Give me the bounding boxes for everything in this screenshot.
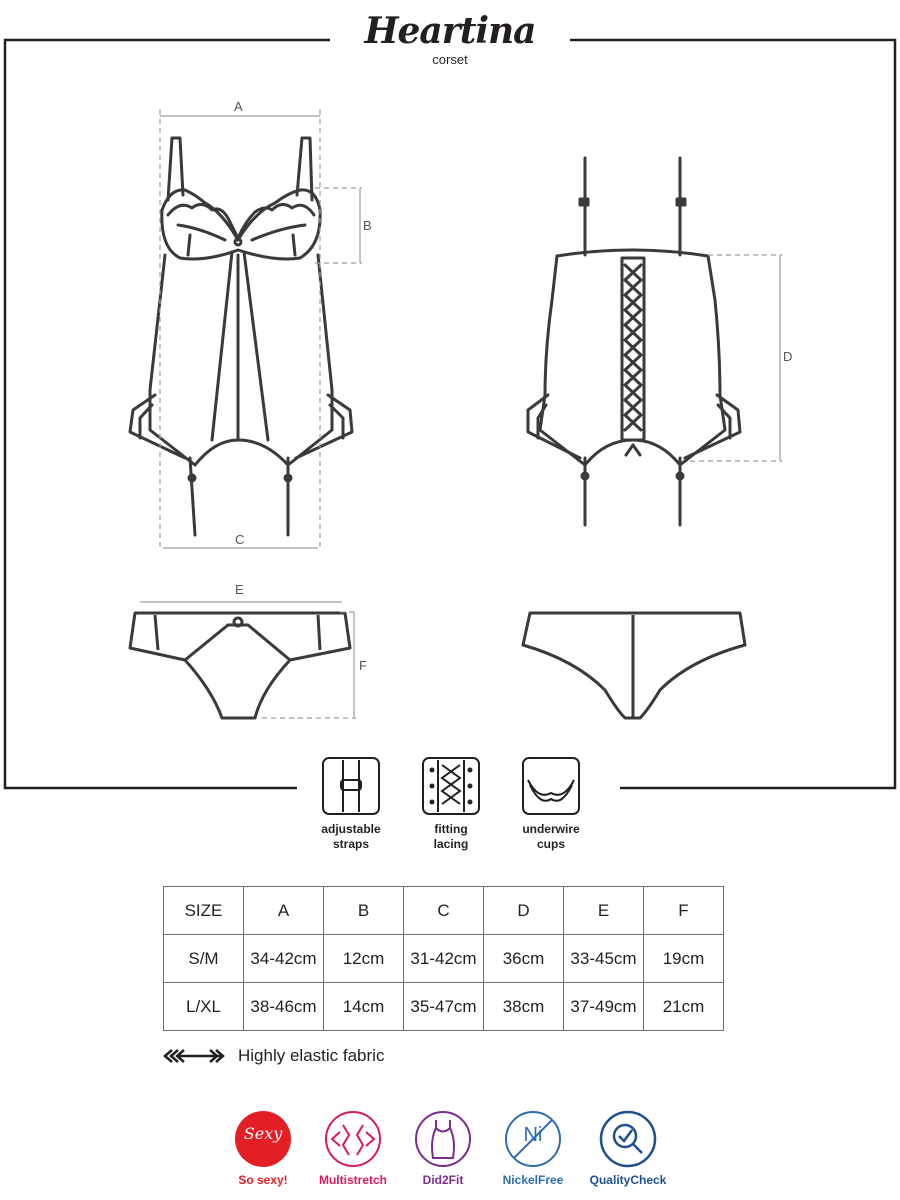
badge-qualitycheck (578, 1167, 678, 1187)
badge-did2fit (393, 1167, 493, 1187)
size-table (163, 886, 724, 1031)
dimension-label-a: A (234, 99, 243, 114)
table-cell: 36cm (484, 935, 564, 983)
badge-label: Did2Fit (422, 1173, 464, 1187)
brand-header (330, 4, 570, 67)
table-row (164, 983, 724, 1031)
feature-line1: fitting (434, 822, 468, 836)
brand-name: Heartina (364, 10, 536, 52)
table-header-cell: C (404, 887, 484, 935)
so-sexy-icon-text: Sexy (243, 1124, 283, 1143)
nickel-free-icon-text: Ni (523, 1124, 543, 1146)
dimension-label-f: F (359, 658, 367, 673)
table-cell: L/XL (164, 983, 244, 1031)
table-row (164, 935, 724, 983)
dimension-label-b: B (363, 218, 372, 233)
table-header-cell: A (244, 887, 324, 935)
table-cell: 38cm (484, 983, 564, 1031)
table-cell: S/M (164, 935, 244, 983)
adjustable-straps-icon (323, 758, 379, 814)
feature-line1: adjustable (321, 822, 381, 836)
table-cell: 34-42cm (244, 935, 324, 983)
quality-check-icon (601, 1112, 655, 1166)
feature-fitting-lacing (396, 822, 506, 852)
table-cell: 38-46cm (244, 983, 324, 1031)
badge-label: Multistretch (318, 1173, 387, 1187)
table-cell: 19cm (644, 935, 724, 983)
corset-front-drawing (130, 138, 352, 535)
feature-underwire-cups (496, 822, 606, 852)
fabric-note-text: Highly elastic fabric (238, 1046, 385, 1065)
badge-nickelfree (483, 1167, 583, 1187)
badge-label: QualityCheck (589, 1173, 667, 1187)
fabric-note (238, 1046, 384, 1066)
feature-line2: lacing (433, 837, 469, 851)
back-dimension-lines (690, 255, 782, 461)
table-cell: 31-42cm (404, 935, 484, 983)
table-header-cell: E (564, 887, 644, 935)
badge-multistretch (303, 1167, 403, 1187)
feature-adjustable-straps (296, 822, 406, 852)
underwire-cups-icon (523, 758, 579, 814)
product-type: corset (432, 52, 468, 67)
fitting-lacing-icon (423, 758, 479, 814)
dimension-label-d: D (783, 349, 793, 364)
thong-dimension-lines (140, 602, 356, 718)
thong-back-drawing (523, 613, 745, 718)
table-header-cell: B (324, 887, 404, 935)
multistretch-icon (326, 1112, 380, 1166)
table-cell: 33-45cm (564, 935, 644, 983)
thong-front-drawing (130, 613, 350, 718)
table-cell: 35-47cm (404, 983, 484, 1031)
table-cell: 14cm (324, 983, 404, 1031)
did2fit-icon (416, 1112, 470, 1166)
corset-back-drawing (528, 158, 740, 525)
table-header-cell: F (644, 887, 724, 935)
dimension-label-e: E (235, 582, 244, 597)
feature-line1: underwire (522, 822, 580, 836)
table-header-cell: SIZE (164, 887, 244, 935)
table-cell: 37-49cm (564, 983, 644, 1031)
badge-label: NickelFree (502, 1173, 564, 1187)
feature-line2: straps (332, 837, 370, 851)
dimension-label-c: C (235, 532, 245, 547)
table-header-cell: D (484, 887, 564, 935)
table-cell: 12cm (324, 935, 404, 983)
table-header-row (164, 887, 724, 935)
badge-so-sexy (213, 1167, 313, 1187)
badge-label: So sexy! (238, 1173, 288, 1187)
elastic-fabric-icon (165, 1050, 223, 1062)
feature-line2: cups (536, 837, 565, 851)
table-cell: 21cm (644, 983, 724, 1031)
